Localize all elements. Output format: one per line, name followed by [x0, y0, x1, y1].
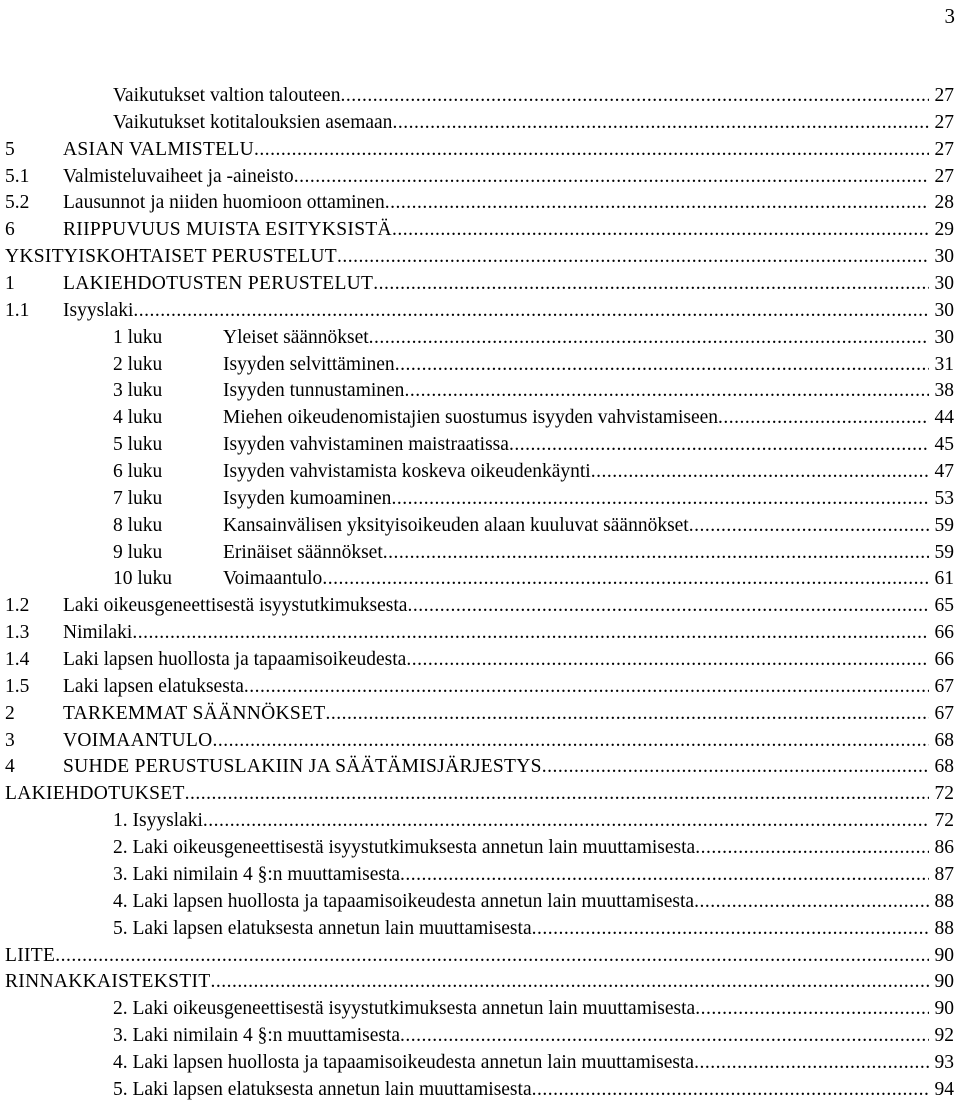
toc-entry-page: 44 [934, 407, 954, 429]
toc-entry-number: 1 luku [113, 326, 163, 348]
toc-entry-title: Laki oikeusgeneettisestä isyystutkimuksesta [63, 595, 408, 617]
toc-entry[interactable] [0, 540, 954, 567]
toc-entry-title: Isyyden selvittäminen [223, 353, 395, 375]
toc-entry-page: 72 [934, 783, 954, 805]
toc-entry[interactable] [0, 916, 954, 943]
toc-entry-number: 1.5 [5, 675, 30, 697]
toc-entry-number: 5.1 [5, 165, 30, 187]
toc-entry-page: 27 [934, 165, 954, 187]
toc-entry-page: 66 [934, 622, 954, 644]
toc-entry-page: 90 [934, 998, 954, 1020]
toc-entry-page: 88 [934, 917, 954, 939]
toc-entry-title: Valmisteluvaiheet ja -aineisto [63, 165, 294, 187]
toc-entry-title: TARKEMMAT SÄÄNNÖKSET [63, 702, 326, 724]
toc-entry-title: Voimaantulo [223, 568, 323, 590]
toc-entry-title: SUHDE PERUSTUSLAKIIN JA SÄÄTÄMISJÄRJESTYS [63, 756, 542, 778]
toc-entry-page: 93 [934, 1051, 954, 1073]
toc-entry[interactable] [0, 835, 954, 862]
toc-entry-title: 5. Laki lapsen elatuksesta annetun lain muuttamisesta [113, 917, 532, 939]
toc-entry-page: 30 [934, 326, 954, 348]
toc-entry-page: 72 [934, 810, 954, 832]
toc-entry[interactable] [0, 459, 954, 486]
toc-entry[interactable] [0, 83, 954, 110]
toc-entry-title: YKSITYISKOHTAISET PERUSTELUT [5, 246, 338, 268]
toc-entry-title: 2. Laki oikeusgeneettisestä isyystutkimuksesta annetun lain muuttamisesta [113, 998, 696, 1020]
toc-entry-page: 67 [934, 675, 954, 697]
toc-entry-number: 5 [5, 138, 15, 160]
toc-entry[interactable] [0, 969, 954, 996]
toc-entry-title: 3. Laki nimilain 4 §:n muuttamisesta [113, 863, 401, 885]
table-of-contents [0, 83, 954, 1104]
toc-entry[interactable] [0, 728, 954, 755]
toc-entry[interactable] [0, 405, 954, 432]
toc-entry[interactable] [0, 378, 954, 405]
toc-entry-title: Isyyden vahvistaminen maistraatissa [223, 434, 509, 456]
toc-entry-number: 7 luku [113, 487, 163, 509]
toc-entry[interactable] [0, 352, 954, 379]
toc-entry-page: 92 [934, 1025, 954, 1047]
toc-entry-title: Miehen oikeudenomistajien suostumus isyyden vahvistamiseen [223, 407, 719, 429]
toc-entry[interactable] [0, 996, 954, 1023]
toc-entry-title: RIIPPUVUUS MUISTA ESITYKSISTÄ [63, 219, 392, 241]
toc-entry-page: 28 [934, 192, 954, 214]
toc-entry-page: 88 [934, 890, 954, 912]
toc-entry-title: 5. Laki lapsen elatuksesta annetun lain muuttamisesta [113, 1078, 532, 1100]
toc-entry-page: 45 [934, 434, 954, 456]
toc-entry-title: LAKIEHDOTUSTEN PERUSTELUT [63, 273, 374, 295]
toc-entry-number: 3 [5, 729, 15, 751]
toc-entry-title: Erinäiset säännökset [223, 541, 383, 563]
toc-entry[interactable] [0, 1023, 954, 1050]
toc-entry-page: 30 [934, 273, 954, 295]
toc-entry[interactable] [0, 432, 954, 459]
toc-entry[interactable] [0, 217, 954, 244]
toc-entry[interactable] [0, 754, 954, 781]
toc-entry[interactable] [0, 1050, 954, 1077]
toc-entry-title: LAKIEHDOTUKSET [5, 783, 185, 805]
toc-entry-page: 30 [934, 299, 954, 321]
toc-entry[interactable] [0, 674, 954, 701]
toc-entry-page: 90 [934, 971, 954, 993]
toc-entry-title: Vaikutukset kotitalouksien asemaan [113, 111, 393, 133]
toc-entry[interactable] [0, 943, 954, 970]
toc-entry-page: 65 [934, 595, 954, 617]
toc-entry-page: 90 [934, 944, 954, 966]
toc-entry-number: 2 luku [113, 353, 163, 375]
toc-entry-number: 1.4 [5, 649, 30, 671]
toc-entry-number: 5.2 [5, 192, 30, 214]
toc-entry[interactable] [0, 486, 954, 513]
toc-entry-title: Laki lapsen huollosta ja tapaamisoikeudesta [63, 649, 407, 671]
toc-entry-number: 2 [5, 702, 15, 724]
toc-entry-title: Isyyslaki [63, 299, 134, 321]
toc-entry[interactable] [0, 593, 954, 620]
toc-entry[interactable] [0, 808, 954, 835]
toc-entry-number: 1 [5, 273, 15, 295]
toc-entry[interactable] [0, 889, 954, 916]
toc-entry[interactable] [0, 862, 954, 889]
toc-entry[interactable] [0, 244, 954, 271]
toc-entry[interactable] [0, 137, 954, 164]
toc-entry-page: 68 [934, 756, 954, 778]
toc-entry-page: 67 [934, 702, 954, 724]
toc-entry-page: 53 [934, 487, 954, 509]
toc-entry-number: 1.2 [5, 595, 30, 617]
toc-entry-number: 1.1 [5, 299, 30, 321]
toc-entry-title: Yleiset säännökset [223, 326, 369, 348]
toc-entry-page: 27 [934, 111, 954, 133]
toc-entry-title: Isyyden vahvistamista koskeva oikeudenkäynti [223, 461, 591, 483]
toc-entry-page: 94 [934, 1078, 954, 1100]
toc-entry[interactable] [0, 164, 954, 191]
toc-entry-title: VOIMAANTULO [63, 729, 213, 751]
toc-entry-number: 4 [5, 756, 15, 778]
toc-entry-page: 61 [934, 568, 954, 590]
toc-entry[interactable] [0, 620, 954, 647]
toc-entry-title: 4. Laki lapsen huollosta ja tapaamisoikeudesta annetun lain muuttamisesta [113, 1051, 695, 1073]
toc-entry-title: Nimilaki [63, 622, 133, 644]
toc-entry-page: 86 [934, 837, 954, 859]
toc-entry[interactable] [0, 190, 954, 217]
toc-entry[interactable] [0, 271, 954, 298]
toc-entry[interactable] [0, 781, 954, 808]
toc-entry-page: 31 [934, 353, 954, 375]
toc-entry[interactable] [0, 513, 954, 540]
toc-entry-page: 29 [934, 219, 954, 241]
toc-entry-title: 1. Isyyslaki [113, 810, 203, 832]
page-number: 3 [944, 4, 955, 28]
toc-entry-number: 1.3 [5, 622, 30, 644]
toc-entry-number: 10 luku [113, 568, 173, 590]
toc-entry-title: 2. Laki oikeusgeneettisestä isyystutkimuksesta annetun lain muuttamisesta [113, 837, 696, 859]
toc-entry-page: 47 [934, 461, 954, 483]
toc-entry-page: 59 [934, 541, 954, 563]
toc-entry-page: 87 [934, 863, 954, 885]
toc-entry-title: Isyyden kumoaminen [223, 487, 392, 509]
toc-entry-title: Laki lapsen elatuksesta [63, 675, 244, 697]
toc-entry-page: 59 [934, 514, 954, 536]
toc-entry-page: 38 [934, 380, 954, 402]
toc-entry-page: 27 [934, 138, 954, 160]
toc-entry-number: 6 [5, 219, 15, 241]
toc-entry-page: 30 [934, 246, 954, 268]
toc-entry[interactable] [0, 110, 954, 137]
toc-entry-number: 9 luku [113, 541, 163, 563]
toc-entry[interactable] [0, 566, 954, 593]
toc-entry-number: 6 luku [113, 461, 163, 483]
toc-entry-title: 4. Laki lapsen huollosta ja tapaamisoikeudesta annetun lain muuttamisesta [113, 890, 695, 912]
toc-entry-number: 8 luku [113, 514, 163, 536]
toc-entry-page: 66 [934, 649, 954, 671]
toc-entry-page: 68 [934, 729, 954, 751]
toc-entry[interactable] [0, 701, 954, 728]
toc-entry-title: 3. Laki nimilain 4 §:n muuttamisesta [113, 1025, 401, 1047]
toc-entry-page: 27 [934, 85, 954, 106]
toc-entry-title: RINNAKKAISTEKSTIT [5, 971, 211, 993]
toc-entry-number: 5 luku [113, 434, 163, 456]
toc-entry[interactable] [0, 1077, 954, 1104]
toc-entry-title: Vaikutukset valtion talouteen [113, 85, 341, 106]
toc-entry-title: Lausunnot ja niiden huomioon ottaminen [63, 192, 385, 214]
toc-entry[interactable] [0, 325, 954, 352]
toc-entry-number: 3 luku [113, 380, 163, 402]
toc-entry-title: LIITE [5, 944, 56, 966]
toc-entry-title: ASIAN VALMISTELU [63, 138, 254, 160]
toc-entry[interactable] [0, 647, 954, 674]
toc-entry-number: 4 luku [113, 407, 163, 429]
toc-entry-title: Isyyden tunnustaminen [223, 380, 405, 402]
toc-entry-title: Kansainvälisen yksityisoikeuden alaan kuuluvat säännökset [223, 514, 689, 536]
toc-entry[interactable] [0, 298, 954, 325]
